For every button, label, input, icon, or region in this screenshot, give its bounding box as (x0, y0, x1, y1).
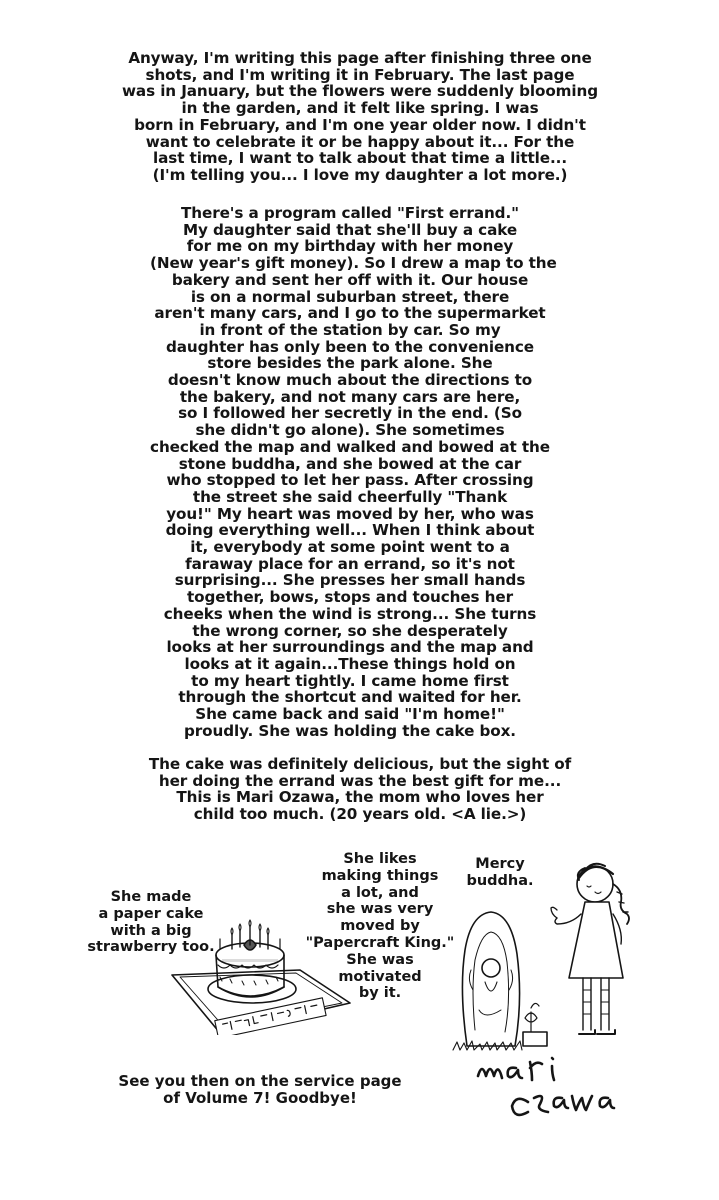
text-line: in the garden, and it felt like spring. I was (181, 99, 539, 118)
text-line: faraway place for an errand, so it's not (185, 554, 515, 573)
text-line: was in January, but the flowers were suddenly blooming (121, 82, 598, 101)
text-line: My daughter said that she'll buy a cake (182, 220, 518, 239)
text-line: so I followed her secretly in the end. (So (178, 404, 522, 423)
text-line: bakery and sent her off with it. Our house (171, 270, 529, 289)
text-line: stone buddha, and she bowed at the car (178, 454, 522, 473)
caption-line: She likes (343, 851, 417, 867)
text-line: want to celebrate it or be happy about it... For the (145, 132, 575, 151)
text-line: doing everything well... When I think about (165, 521, 535, 540)
text-line: she didn't go alone). She sometimes (195, 421, 505, 440)
text-line: together, bows, stops and touches her (187, 588, 513, 607)
caption-line: moved by (340, 918, 420, 935)
text-line: doesn't know much about the directions to (167, 371, 533, 390)
caption-line: She made (110, 889, 192, 905)
text-line: cheeks when the wind is strong... She turns (163, 604, 537, 623)
text-line: looks at her surroundings and the map and (166, 638, 534, 657)
text-line: through the shortcut and waited for her. (178, 688, 522, 707)
text-line: This is Mari Ozawa, the mom who loves her (176, 788, 544, 807)
caption-line: motivated (338, 968, 422, 985)
text-line: aren't many cars, and I go to the supermarket (154, 304, 546, 323)
caption-line: "Papercraft King." (305, 934, 455, 951)
text-line: you!" My heart was moved by her, who was (166, 504, 534, 523)
paragraph-conclusion (130, 756, 590, 823)
caption-line: strawberry too. (87, 939, 215, 956)
text-line: the street she said cheerfully "Thank (192, 487, 508, 506)
girl-and-stone-buddha-drawing-icon (445, 850, 650, 1060)
text-line: proudly. She was holding the cake box. (184, 721, 516, 740)
text-line: the wrong corner, so she desperately (192, 621, 508, 640)
caption-line: a paper cake (98, 905, 204, 922)
paragraph-first-errand (150, 204, 557, 740)
text-line: She came back and said "I'm home!" (195, 705, 505, 724)
text-line: for me on my birthday with her money (186, 237, 514, 256)
text-line: Anyway, I'm writing this page after finishing three one (128, 49, 592, 67)
text-line: (I'm telling you... I love my daughter a lot more.) (152, 165, 568, 184)
text-line: child too much. (20 years old. <A lie.>) (193, 805, 527, 824)
caption-line: with a big (110, 922, 192, 939)
caption-line: See you then on the service page (118, 1072, 402, 1090)
text-line: surprising... She presses her small hands (174, 571, 526, 590)
caption-line: buddha. (466, 872, 534, 889)
text-line: is on a normal suburban street, there (190, 287, 510, 306)
text-line: her doing the errand was the best gift for me... (158, 771, 562, 790)
caption-line: Mercy (475, 856, 525, 872)
text-line: store besides the park alone. She (207, 354, 493, 373)
caption-line: of Volume 7! Goodbye! (163, 1089, 357, 1107)
caption-line: by it. (358, 985, 402, 1002)
paragraph-intro (120, 50, 600, 184)
text-line: born in February, and I'm one year older now. I didn't (134, 115, 586, 134)
caption-line: she was very (326, 901, 434, 918)
text-line: looks at it again...These things hold on (184, 654, 516, 673)
text-line: to my heart tightly. I came home first (191, 671, 509, 690)
text-line: There's a program called "First errand." (181, 204, 519, 222)
text-line: the bakery, and not many cars are here, (179, 387, 521, 406)
paper-cake-drawing-icon (160, 915, 360, 1035)
text-line: who stopped to let her pass. After crossing (166, 471, 534, 490)
caption-line: She was (346, 951, 414, 968)
text-line: daughter has only been to the convenience (166, 337, 534, 356)
text-line: checked the map and walked and bowed at the (150, 437, 550, 456)
goodbye-caption (115, 1073, 405, 1107)
caption-line: a lot, and (341, 884, 419, 901)
text-line: shots, and I'm writing it in February. The last page (145, 65, 575, 84)
text-line: it, everybody at some point went to a (190, 538, 510, 557)
text-line: (New year's gift money). So I drew a map to the (150, 254, 557, 273)
caption-line: making things (321, 867, 439, 884)
text-line: last time, I want to talk about that time a little... (153, 149, 567, 168)
text-line: in front of the station by car. So my (199, 320, 501, 339)
mari-ozawa-signature-icon (470, 1050, 620, 1125)
text-line: The cake was definitely delicious, but the sight of (148, 755, 572, 773)
